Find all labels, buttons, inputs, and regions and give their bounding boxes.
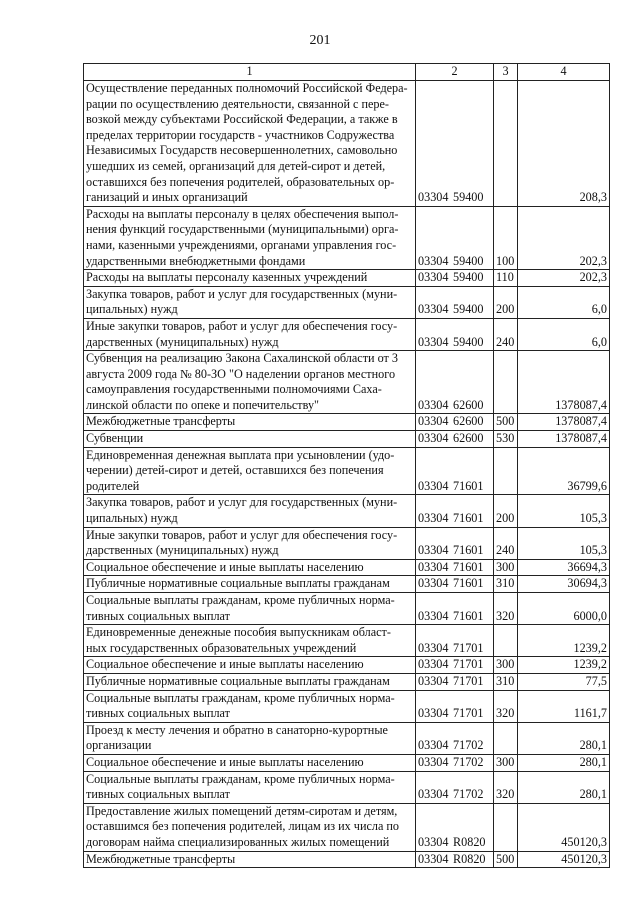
row-name-line: ганизаций и иных организаций [86,190,248,205]
row-name-cell [84,593,416,625]
row-name-line: Единовременные денежные пособия выпускникам област- [86,625,391,640]
row-code-section: 03304 [418,559,449,574]
row-sum-cell: 202,3 [518,270,610,287]
row-code-section: 03304 [418,851,449,866]
row-name-line: Независимых Государств несовершеннолетних, самовольно [86,143,398,158]
row-type-cell: 110 [494,270,518,287]
row-sum-cell: 1378087,4 [518,431,610,448]
row-name-line: Расходы на выплаты персоналу в целях обеспечения выпол- [86,206,399,221]
row-code-cell [416,431,494,448]
row-name-line: оставшихся без попечения родителей, образовательных ор- [86,174,395,189]
row-name-line: черении) детей-сирот и детей, оставшихся без попечения [86,463,384,478]
table-row [84,576,610,593]
row-code-cell [416,495,494,527]
row-name-line: Единовременная денежная выплата при усыновлении (удо- [86,447,395,462]
row-code-cell [416,803,494,851]
row-name-line: рации по осуществлению деятельности, связанной с пере- [86,96,389,111]
row-sum-cell: 77,5 [518,673,610,690]
row-name-line: дарственных (муниципальных) нужд [86,334,279,349]
row-code-item: 71601 [453,478,484,493]
row-type-cell: 300 [494,657,518,674]
row-code-item: 71702 [453,738,484,753]
row-name-line: оставшимся без попечения родителей, лицам из их числа по [86,819,400,834]
row-type-cell: 320 [494,593,518,625]
row-name-line: линской области по опеке и попечительству" [86,397,320,412]
table-row [84,527,610,559]
row-name-line: Иные закупки товаров, работ и услуг для обеспечения госу- [86,527,398,542]
table-header-row [84,64,610,81]
row-code-section: 03304 [418,543,449,558]
row-type-cell: 100 [494,206,518,269]
row-name-line: ушедших из семей, организаций для детей-сирот и детей, [86,158,386,173]
row-name-line: Закупка товаров, работ и услуг для государственных (муни- [86,286,398,301]
table-row [84,206,610,269]
row-code-cell [416,559,494,576]
row-code-item: 71701 [453,673,484,688]
row-sum-cell: 1239,2 [518,625,610,657]
row-name-cell [84,690,416,722]
row-type-cell: 310 [494,673,518,690]
row-code-item: 71701 [453,640,484,655]
row-type-cell: 530 [494,431,518,448]
row-name-cell [84,576,416,593]
table-row [84,690,610,722]
row-type-cell [494,81,518,207]
row-sum-cell: 105,3 [518,527,610,559]
row-sum-cell: 202,3 [518,206,610,269]
row-name-cell [84,559,416,576]
row-name-line: дарственных (муниципальных) нужд [86,543,279,558]
row-sum-cell: 6000,0 [518,593,610,625]
row-code-section: 03304 [418,787,449,802]
row-sum-cell: 36694,3 [518,559,610,576]
column-header-sum: 4 [518,64,610,81]
row-name-line: Расходы на выплаты персоналу казенных учреждений [86,270,368,285]
row-type-cell: 500 [494,414,518,431]
row-code-item: 62600 [453,431,484,446]
row-code-cell [416,81,494,207]
row-code-section: 03304 [418,478,449,493]
table-row [84,673,610,690]
row-name-line: Проезд к месту лечения и обратно в санаторно-курортные [86,722,388,737]
row-code-section: 03304 [418,270,449,285]
row-code-cell [416,286,494,318]
row-name-line: ударственными внебюджетными фондами [86,253,306,268]
table-row [84,593,610,625]
row-code-item: 62600 [453,414,484,429]
row-name-line: тивных социальных выплат [86,608,230,623]
row-code-item: 59400 [453,334,484,349]
row-code-cell [416,771,494,803]
row-name-cell [84,286,416,318]
row-name-line: нами, казенными учреждениями, органами управления гос- [86,237,397,252]
column-header-type: 3 [494,64,518,81]
row-type-cell: 240 [494,527,518,559]
row-code-cell [416,754,494,771]
row-code-cell [416,351,494,414]
row-code-item: 71601 [453,608,484,623]
row-sum-cell: 280,1 [518,722,610,754]
row-name-line: ципальных) нужд [86,511,178,526]
row-code-cell [416,673,494,690]
table-row [84,318,610,350]
row-code-section: 03304 [418,608,449,623]
table-row [84,754,610,771]
row-code-section: 03304 [418,640,449,655]
row-name-line: Предоставление жилых помещений детям-сиротам и детям, [86,803,398,818]
row-code-cell [416,414,494,431]
row-name-line: договорам найма специализированных жилых помещений [86,834,390,849]
row-name-line: Субвенция на реализацию Закона Сахалинской области от 3 [86,351,399,366]
row-code-cell [416,625,494,657]
row-code-section: 03304 [418,576,449,591]
row-name-cell [84,318,416,350]
row-name-cell [84,673,416,690]
row-type-cell: 320 [494,690,518,722]
row-code-cell [416,657,494,674]
row-code-item: 59400 [453,253,484,268]
row-name-line: Социальное обеспечение и иные выплаты населению [86,559,364,574]
row-name-line: Субвенции [86,431,144,446]
row-type-cell [494,625,518,657]
row-sum-cell: 1161,7 [518,690,610,722]
row-name-cell [84,722,416,754]
row-code-section: 03304 [418,511,449,526]
row-code-item: 71701 [453,706,484,721]
row-code-item: 71601 [453,559,484,574]
row-type-cell: 300 [494,754,518,771]
row-name-line: самоуправления государственными полномочиями Саха- [86,382,382,397]
row-name-cell [84,803,416,851]
table-row [84,414,610,431]
row-name-line: Межбюджетные трансферты [86,851,236,866]
row-name-line: Иные закупки товаров, работ и услуг для обеспечения госу- [86,318,398,333]
table-row [84,81,610,207]
row-sum-cell: 6,0 [518,286,610,318]
row-code-section: 03304 [418,414,449,429]
table-row [84,286,610,318]
row-name-line: ципальных) нужд [86,302,178,317]
row-name-line: родителей [86,478,140,493]
row-code-item: 71701 [453,657,484,672]
row-code-cell [416,722,494,754]
row-code-item: 59400 [453,190,484,205]
table-row [84,351,610,414]
column-header-code: 2 [416,64,494,81]
row-code-cell [416,576,494,593]
row-sum-cell: 450120,3 [518,803,610,851]
row-name-line: Осуществление переданных полномочий Российской Федера- [86,81,408,95]
row-code-item: 71601 [453,576,484,591]
row-code-section: 03304 [418,302,449,317]
row-code-cell [416,593,494,625]
row-type-cell [494,351,518,414]
row-code-cell [416,318,494,350]
row-code-section: 03304 [418,334,449,349]
row-name-cell [84,414,416,431]
table-row [84,270,610,287]
row-sum-cell: 1378087,4 [518,414,610,431]
row-type-cell: 320 [494,771,518,803]
row-code-cell [416,206,494,269]
row-name-cell [84,771,416,803]
table-row [84,431,610,448]
page-number: 201 [309,33,331,48]
row-code-section: 03304 [418,397,449,412]
column-header-name: 1 [84,64,416,81]
row-code-item: 59400 [453,270,484,285]
row-sum-cell: 450120,3 [518,851,610,868]
row-code-section: 03304 [418,431,449,446]
row-name-cell [84,431,416,448]
row-type-cell: 240 [494,318,518,350]
table-row [84,851,610,868]
row-sum-cell: 208,3 [518,81,610,207]
row-sum-cell: 6,0 [518,318,610,350]
row-type-cell [494,447,518,495]
row-type-cell: 200 [494,495,518,527]
row-name-cell [84,625,416,657]
table-row [84,625,610,657]
row-code-cell [416,690,494,722]
row-sum-cell: 30694,3 [518,576,610,593]
table-row [84,771,610,803]
row-name-line: Публичные нормативные социальные выплаты гражданам [86,576,390,591]
budget-table [83,63,610,868]
row-code-item: 62600 [453,397,484,412]
row-name-line: Межбюджетные трансферты [86,414,236,429]
table-row [84,722,610,754]
table-row [84,559,610,576]
row-name-cell [84,351,416,414]
row-name-line: Публичные нормативные социальные выплаты гражданам [86,673,390,688]
row-name-cell [84,495,416,527]
row-code-cell [416,851,494,868]
row-name-line: организации [86,738,152,753]
row-type-cell: 200 [494,286,518,318]
row-code-cell [416,447,494,495]
row-code-section: 03304 [418,706,449,721]
row-code-item: R0820 [453,834,486,849]
row-type-cell [494,722,518,754]
row-sum-cell: 1239,2 [518,657,610,674]
row-sum-cell: 280,1 [518,771,610,803]
row-name-line: пределах территории государств - участников Содружества [86,127,395,142]
row-sum-cell: 280,1 [518,754,610,771]
row-code-item: 71702 [453,754,484,769]
table-row [84,803,610,851]
row-name-line: нения функций государственными (муниципальными) орга- [86,222,399,237]
row-code-item: R0820 [453,851,486,866]
row-name-line: ных государственных образовательных учреждений [86,640,357,655]
row-code-section: 03304 [418,673,449,688]
row-name-cell [84,754,416,771]
row-code-cell [416,270,494,287]
table-row [84,447,610,495]
row-name-line: Социальные выплаты гражданам, кроме публичных норма- [86,771,395,786]
row-name-cell [84,851,416,868]
row-code-item: 71702 [453,787,484,802]
row-name-cell [84,527,416,559]
row-name-cell [84,206,416,269]
row-code-section: 03304 [418,754,449,769]
row-name-line: Социальные выплаты гражданам, кроме публичных норма- [86,690,395,705]
row-sum-cell: 105,3 [518,495,610,527]
row-sum-cell: 36799,6 [518,447,610,495]
row-type-cell: 300 [494,559,518,576]
table-row [84,495,610,527]
row-sum-cell: 1378087,4 [518,351,610,414]
row-name-line: Закупка товаров, работ и услуг для государственных (муни- [86,495,398,510]
table-row [84,657,610,674]
row-type-cell: 500 [494,851,518,868]
row-code-item: 59400 [453,302,484,317]
row-name-line: августа 2009 года № 80-ЗО "О наделении органов местного [86,366,396,381]
row-code-section: 03304 [418,253,449,268]
row-code-section: 03304 [418,657,449,672]
row-name-line: Социальные выплаты гражданам, кроме публичных норма- [86,593,395,607]
row-name-line: Социальное обеспечение и иные выплаты населению [86,657,364,672]
row-code-item: 71601 [453,511,484,526]
row-name-cell [84,657,416,674]
row-code-section: 03304 [418,190,449,205]
row-code-section: 03304 [418,738,449,753]
row-type-cell [494,803,518,851]
row-name-line: тивных социальных выплат [86,706,230,721]
row-code-item: 71601 [453,543,484,558]
row-name-line: Социальное обеспечение и иные выплаты населению [86,754,364,769]
row-name-line: возкой между субъектами Российской Федерации, а также в [86,112,398,127]
row-name-cell [84,447,416,495]
row-code-section: 03304 [418,834,449,849]
row-type-cell: 310 [494,576,518,593]
row-name-cell [84,81,416,207]
row-name-cell [84,270,416,287]
row-code-cell [416,527,494,559]
row-name-line: тивных социальных выплат [86,787,230,802]
